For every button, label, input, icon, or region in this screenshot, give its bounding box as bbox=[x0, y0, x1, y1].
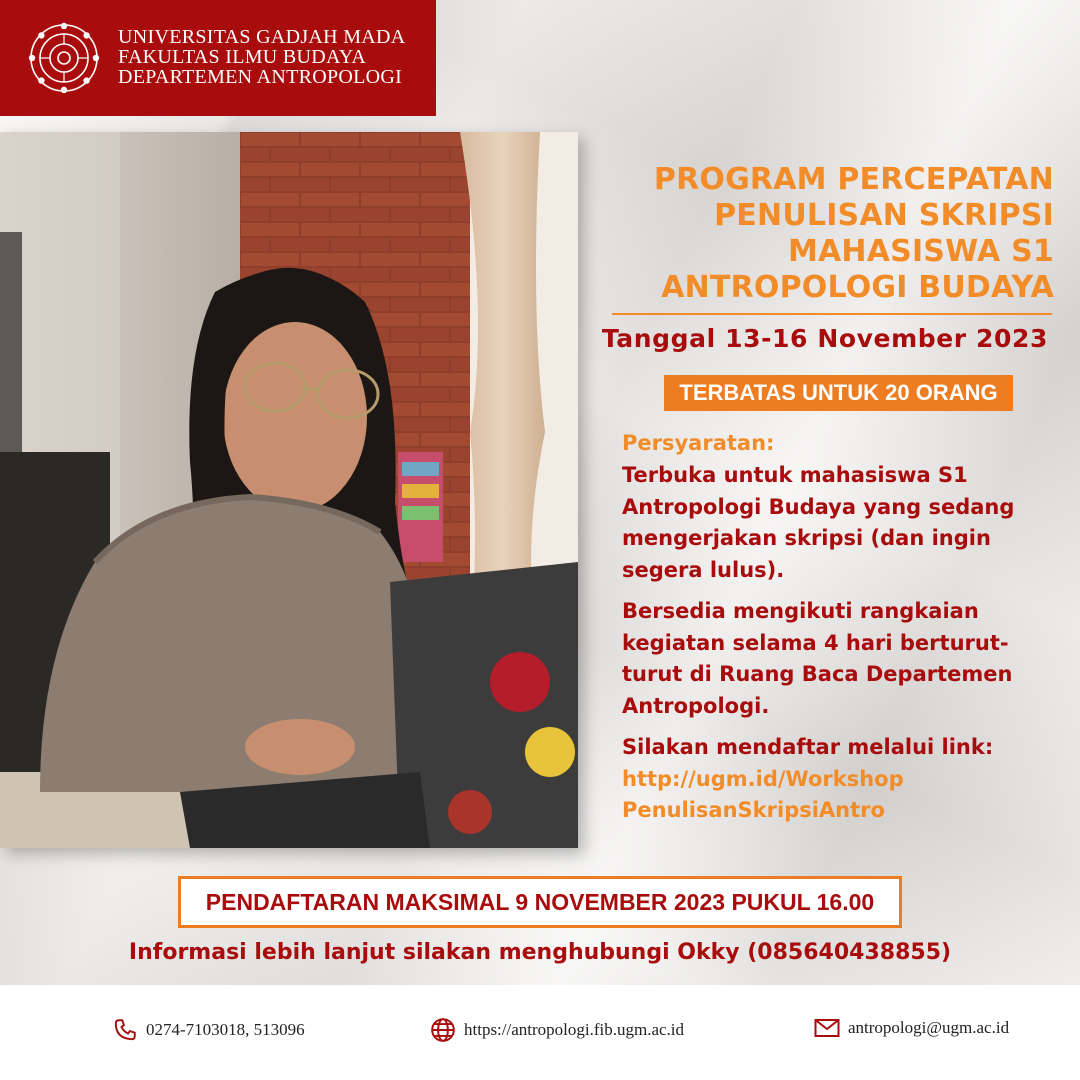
mail-icon bbox=[814, 1017, 840, 1039]
footer-website bbox=[430, 1017, 684, 1043]
event-date: Tanggal 13-16 November 2023 bbox=[601, 324, 1048, 353]
title-divider bbox=[612, 313, 1052, 315]
program-title bbox=[594, 162, 1054, 306]
email-address[interactable]: antropologi@ugm.ac.id bbox=[848, 1018, 1010, 1037]
ugm-seal-logo bbox=[28, 22, 100, 94]
requirement-item-1: Terbuka untuk mahasiswa S1 Antropologi Budaya yang sedang mengerjakan skripsi (dan ingin segera lulus). bbox=[622, 463, 1015, 582]
footer-email bbox=[814, 1017, 1009, 1039]
phone-icon bbox=[112, 1017, 138, 1043]
requirements-label: Persyaratan: bbox=[622, 431, 775, 455]
registration-link-line-2[interactable]: PenulisanSkripsiAntro bbox=[622, 797, 885, 822]
student-photo bbox=[0, 132, 578, 848]
faculty-name: FAKULTAS ILMU BUDAYA bbox=[118, 46, 367, 68]
registration-link[interactable] bbox=[622, 764, 1062, 826]
phone-number: 0274-7103018, 513096 bbox=[146, 1020, 305, 1039]
title-line-3: MAHASISWA S1 bbox=[787, 234, 1054, 269]
university-name: UNIVERSITAS GADJAH MADA bbox=[118, 26, 406, 48]
registration-link-intro: Silakan mendaftar melalui link: bbox=[622, 735, 994, 759]
department-name: DEPARTEMEN ANTROPOLOGI bbox=[118, 66, 403, 88]
registration-link-line-1[interactable]: http://ugm.id/Workshop bbox=[622, 766, 904, 791]
contact-info: Informasi lebih lanjut silakan menghubungi Okky (085640438855) bbox=[128, 940, 952, 965]
title-line-1: PROGRAM PERCEPATAN bbox=[653, 162, 1054, 197]
globe-icon bbox=[430, 1017, 456, 1043]
quota-badge: TERBATAS UNTUK 20 ORANG bbox=[664, 375, 1013, 411]
footer-phone bbox=[112, 1017, 305, 1043]
registration-deadline: PENDAFTARAN MAKSIMAL 9 NOVEMBER 2023 PUKUL 16.00 bbox=[178, 876, 902, 928]
institution-header bbox=[0, 0, 436, 116]
title-line-4: ANTROPOLOGI BUDAYA bbox=[661, 270, 1054, 305]
title-line-2: PENULISAN SKRIPSI bbox=[714, 198, 1054, 233]
website-url[interactable]: https://antropologi.fib.ugm.ac.id bbox=[464, 1020, 685, 1039]
requirement-item-2: Bersedia mengikuti rangkaian kegiatan selama 4 hari berturut-turut di Ruang Baca Departemen Antropologi. bbox=[622, 599, 1013, 718]
requirements-section bbox=[622, 428, 1062, 826]
